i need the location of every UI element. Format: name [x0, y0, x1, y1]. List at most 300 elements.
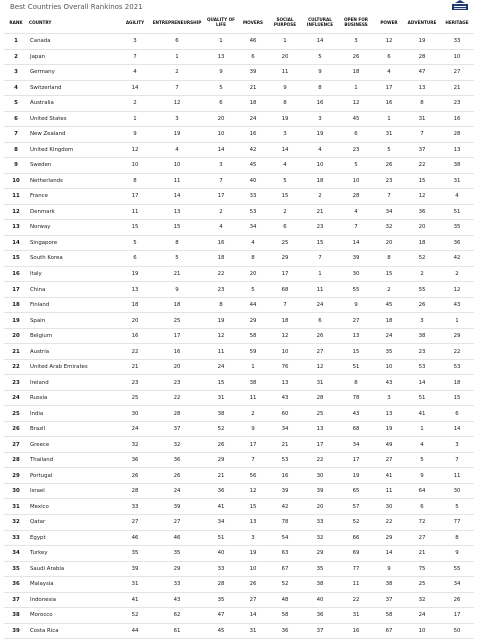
- score-cell: 8: [374, 251, 404, 267]
- score-cell: 16: [374, 96, 404, 112]
- score-cell: 17: [374, 80, 404, 96]
- score-cell: 41: [204, 499, 238, 515]
- score-cell: 6: [268, 220, 302, 236]
- score-cell: 39: [150, 499, 204, 515]
- table-row: [4, 173, 474, 189]
- score-cell: 13: [238, 514, 268, 530]
- score-cell: 37: [404, 142, 440, 158]
- rank-cell: 3: [4, 65, 28, 81]
- score-cell: 2: [374, 282, 404, 298]
- score-cell: 18: [238, 96, 268, 112]
- score-cell: 43: [338, 406, 374, 422]
- score-cell: 1: [150, 49, 204, 65]
- table-row: [4, 204, 474, 220]
- country-cell: Indonesia: [28, 592, 120, 608]
- column-header: RANK: [9, 19, 23, 25]
- score-cell: 30: [120, 406, 150, 422]
- score-cell: 32: [302, 530, 338, 546]
- score-cell: 31: [338, 608, 374, 624]
- score-cell: 55: [404, 282, 440, 298]
- score-cell: 10: [238, 561, 268, 577]
- column-header: SOCIAL PURPOSE: [273, 17, 297, 27]
- score-cell: 6: [374, 49, 404, 65]
- score-cell: 26: [440, 592, 474, 608]
- score-cell: 6: [404, 499, 440, 515]
- country-cell: Switzerland: [28, 80, 120, 96]
- column-header: CULTURAL INFLUENCE: [306, 17, 334, 27]
- score-cell: 14: [268, 142, 302, 158]
- score-cell: 35: [150, 546, 204, 562]
- score-cell: 7: [150, 80, 204, 96]
- score-cell: 5: [204, 80, 238, 96]
- score-cell: 1: [374, 111, 404, 127]
- score-cell: 28: [404, 49, 440, 65]
- table-row: [4, 623, 474, 639]
- table-row: [4, 375, 474, 391]
- rank-cell: 11: [4, 189, 28, 205]
- table-row: [4, 483, 474, 499]
- score-cell: 35: [440, 220, 474, 236]
- score-cell: 30: [374, 499, 404, 515]
- score-cell: 25: [150, 313, 204, 329]
- score-cell: 2: [150, 65, 204, 81]
- score-cell: 12: [374, 34, 404, 50]
- score-cell: 4: [204, 220, 238, 236]
- table-row: [4, 561, 474, 577]
- score-cell: 20: [404, 220, 440, 236]
- score-cell: 22: [302, 452, 338, 468]
- country-cell: Malaysia: [28, 577, 120, 593]
- score-cell: 18: [374, 313, 404, 329]
- score-cell: 5: [120, 235, 150, 251]
- score-cell: 31: [374, 127, 404, 143]
- table-row: [4, 344, 474, 360]
- score-cell: 10: [404, 623, 440, 639]
- score-cell: 58: [374, 608, 404, 624]
- rank-cell: 36: [4, 577, 28, 593]
- score-cell: 29: [440, 328, 474, 344]
- table-row: [4, 452, 474, 468]
- score-cell: 20: [150, 359, 204, 375]
- score-cell: 36: [204, 483, 238, 499]
- score-cell: 65: [338, 483, 374, 499]
- score-cell: 13: [338, 328, 374, 344]
- score-cell: 38: [374, 577, 404, 593]
- country-cell: Israel: [28, 483, 120, 499]
- score-cell: 8: [238, 251, 268, 267]
- score-cell: 21: [404, 546, 440, 562]
- score-cell: 27: [150, 514, 204, 530]
- score-cell: 33: [150, 577, 204, 593]
- score-cell: 52: [338, 514, 374, 530]
- score-cell: 51: [404, 390, 440, 406]
- score-cell: 5: [338, 158, 374, 174]
- country-cell: Singapore: [28, 235, 120, 251]
- table-row: [4, 96, 474, 112]
- country-cell: India: [28, 406, 120, 422]
- score-cell: 6: [238, 49, 268, 65]
- score-cell: 1: [120, 111, 150, 127]
- table-row: [4, 111, 474, 127]
- table-row: [4, 158, 474, 174]
- country-cell: Japan: [28, 49, 120, 65]
- table-row: [4, 313, 474, 329]
- rankings-table: [4, 11, 474, 639]
- table-row: [4, 328, 474, 344]
- table-row: [4, 421, 474, 437]
- rank-cell: 32: [4, 514, 28, 530]
- score-cell: 31: [440, 173, 474, 189]
- score-cell: 38: [440, 158, 474, 174]
- score-cell: 3: [150, 111, 204, 127]
- country-cell: Denmark: [28, 204, 120, 220]
- score-cell: 34: [268, 421, 302, 437]
- score-cell: 31: [302, 375, 338, 391]
- country-cell: Mexico: [28, 499, 120, 515]
- score-cell: 72: [404, 514, 440, 530]
- score-cell: 18: [338, 65, 374, 81]
- rank-cell: 23: [4, 375, 28, 391]
- score-cell: 12: [204, 328, 238, 344]
- score-cell: 17: [338, 452, 374, 468]
- score-cell: 4: [338, 204, 374, 220]
- score-cell: 17: [204, 189, 238, 205]
- country-cell: Portugal: [28, 468, 120, 484]
- score-cell: 77: [338, 561, 374, 577]
- score-cell: 29: [238, 313, 268, 329]
- score-cell: 39: [238, 65, 268, 81]
- score-cell: 52: [404, 251, 440, 267]
- rank-cell: 18: [4, 297, 28, 313]
- score-cell: 37: [302, 623, 338, 639]
- score-cell: 14: [440, 421, 474, 437]
- score-cell: 9: [120, 127, 150, 143]
- score-cell: 7: [302, 251, 338, 267]
- score-cell: 15: [302, 235, 338, 251]
- score-cell: 1: [268, 34, 302, 50]
- score-cell: 4: [440, 189, 474, 205]
- score-cell: 36: [404, 204, 440, 220]
- score-cell: 32: [150, 437, 204, 453]
- rank-cell: 2: [4, 49, 28, 65]
- score-cell: 31: [120, 577, 150, 593]
- score-cell: 28: [302, 390, 338, 406]
- score-cell: 20: [302, 499, 338, 515]
- score-cell: 67: [268, 561, 302, 577]
- score-cell: 51: [204, 530, 238, 546]
- score-cell: 9: [404, 468, 440, 484]
- score-cell: 27: [404, 530, 440, 546]
- score-cell: 1: [404, 421, 440, 437]
- country-cell: China: [28, 282, 120, 298]
- score-cell: 29: [268, 251, 302, 267]
- score-cell: 1: [204, 34, 238, 50]
- score-cell: 13: [268, 375, 302, 391]
- score-cell: 46: [120, 530, 150, 546]
- rank-cell: 24: [4, 390, 28, 406]
- score-cell: 26: [120, 468, 150, 484]
- score-cell: 13: [302, 421, 338, 437]
- score-cell: 68: [268, 282, 302, 298]
- score-cell: 43: [150, 592, 204, 608]
- country-cell: South Korea: [28, 251, 120, 267]
- country-cell: Thailand: [28, 452, 120, 468]
- score-cell: 66: [338, 530, 374, 546]
- score-cell: 5: [302, 49, 338, 65]
- score-cell: 53: [404, 359, 440, 375]
- score-cell: 6: [204, 96, 238, 112]
- score-cell: 39: [338, 251, 374, 267]
- country-cell: Germany: [28, 65, 120, 81]
- score-cell: 51: [338, 359, 374, 375]
- score-cell: 52: [204, 421, 238, 437]
- score-cell: 20: [238, 266, 268, 282]
- column-header: COUNTRY: [29, 19, 52, 25]
- score-cell: 29: [374, 530, 404, 546]
- country-cell: Ireland: [28, 375, 120, 391]
- score-cell: 13: [204, 49, 238, 65]
- score-cell: 11: [268, 65, 302, 81]
- table-row: [4, 34, 474, 50]
- rank-cell: 6: [4, 111, 28, 127]
- score-cell: 40: [238, 173, 268, 189]
- country-cell: France: [28, 189, 120, 205]
- score-cell: 35: [302, 561, 338, 577]
- score-cell: 35: [120, 546, 150, 562]
- score-cell: 13: [150, 204, 204, 220]
- score-cell: 23: [338, 142, 374, 158]
- score-cell: 26: [302, 328, 338, 344]
- score-cell: 27: [338, 313, 374, 329]
- table-row: [4, 65, 474, 81]
- score-cell: 9: [440, 546, 474, 562]
- score-cell: 24: [404, 608, 440, 624]
- score-cell: 33: [120, 499, 150, 515]
- score-cell: 13: [120, 282, 150, 298]
- score-cell: 16: [302, 96, 338, 112]
- score-cell: 33: [238, 189, 268, 205]
- score-cell: 26: [238, 577, 268, 593]
- score-cell: 11: [302, 282, 338, 298]
- country-cell: Saudi Arabia: [28, 561, 120, 577]
- score-cell: 10: [374, 359, 404, 375]
- score-cell: 64: [404, 483, 440, 499]
- rank-cell: 14: [4, 235, 28, 251]
- rank-cell: 1: [4, 34, 28, 50]
- score-cell: 36: [268, 623, 302, 639]
- rank-cell: 27: [4, 437, 28, 453]
- us-news-badge-icon: [450, 0, 470, 11]
- score-cell: 17: [120, 189, 150, 205]
- country-cell: Spain: [28, 313, 120, 329]
- table-row: [4, 297, 474, 313]
- score-cell: 7: [238, 452, 268, 468]
- score-cell: 17: [238, 437, 268, 453]
- table-row: [4, 546, 474, 562]
- score-cell: 8: [302, 80, 338, 96]
- score-cell: 5: [238, 282, 268, 298]
- score-cell: 5: [440, 499, 474, 515]
- score-cell: 15: [120, 220, 150, 236]
- score-cell: 40: [302, 592, 338, 608]
- country-cell: Turkey: [28, 546, 120, 562]
- score-cell: 78: [338, 390, 374, 406]
- score-cell: 10: [120, 158, 150, 174]
- score-cell: 12: [268, 328, 302, 344]
- score-cell: 25: [404, 577, 440, 593]
- score-cell: 53: [238, 204, 268, 220]
- score-cell: 45: [374, 297, 404, 313]
- table-row: [4, 406, 474, 422]
- score-cell: 1: [238, 359, 268, 375]
- score-cell: 23: [404, 344, 440, 360]
- score-cell: 23: [204, 282, 238, 298]
- score-cell: 17: [268, 266, 302, 282]
- score-cell: 35: [374, 344, 404, 360]
- score-cell: 22: [374, 514, 404, 530]
- score-cell: 18: [404, 235, 440, 251]
- rank-cell: 12: [4, 204, 28, 220]
- score-cell: 38: [404, 328, 440, 344]
- score-cell: 20: [120, 313, 150, 329]
- country-cell: Costa Rica: [28, 623, 120, 639]
- score-cell: 26: [204, 437, 238, 453]
- score-cell: 26: [150, 468, 204, 484]
- score-cell: 19: [338, 468, 374, 484]
- score-cell: 20: [268, 49, 302, 65]
- score-cell: 32: [374, 220, 404, 236]
- score-cell: 50: [440, 623, 474, 639]
- score-cell: 52: [268, 577, 302, 593]
- score-cell: 7: [440, 452, 474, 468]
- score-cell: 26: [338, 49, 374, 65]
- score-cell: 53: [268, 452, 302, 468]
- score-cell: 25: [268, 235, 302, 251]
- score-cell: 19: [120, 266, 150, 282]
- score-cell: 6: [150, 34, 204, 50]
- score-cell: 9: [302, 65, 338, 81]
- score-cell: 27: [374, 452, 404, 468]
- score-cell: 37: [150, 421, 204, 437]
- score-cell: 9: [374, 561, 404, 577]
- rank-cell: 30: [4, 483, 28, 499]
- rank-cell: 31: [4, 499, 28, 515]
- score-cell: 19: [302, 127, 338, 143]
- score-cell: 15: [338, 344, 374, 360]
- score-cell: 55: [338, 282, 374, 298]
- country-cell: Morocco: [28, 608, 120, 624]
- rank-cell: 17: [4, 282, 28, 298]
- score-cell: 16: [440, 111, 474, 127]
- score-cell: 33: [204, 561, 238, 577]
- score-cell: 75: [404, 561, 440, 577]
- country-cell: United States: [28, 111, 120, 127]
- score-cell: 12: [404, 189, 440, 205]
- score-cell: 13: [440, 142, 474, 158]
- score-cell: 6: [120, 251, 150, 267]
- score-cell: 10: [150, 158, 204, 174]
- score-cell: 8: [268, 96, 302, 112]
- score-cell: 77: [440, 514, 474, 530]
- score-cell: 3: [440, 437, 474, 453]
- score-cell: 12: [150, 96, 204, 112]
- column-header: MOVERS: [243, 19, 263, 25]
- country-cell: Qatar: [28, 514, 120, 530]
- country-cell: Austria: [28, 344, 120, 360]
- score-cell: 20: [374, 235, 404, 251]
- score-cell: 39: [302, 483, 338, 499]
- rank-cell: 39: [4, 623, 28, 639]
- table-row: [4, 189, 474, 205]
- score-cell: 63: [268, 546, 302, 562]
- score-cell: 4: [238, 235, 268, 251]
- score-cell: 15: [440, 390, 474, 406]
- score-cell: 2: [120, 96, 150, 112]
- table-row: [4, 127, 474, 143]
- rank-cell: 21: [4, 344, 28, 360]
- score-cell: 28: [150, 406, 204, 422]
- country-cell: Italy: [28, 266, 120, 282]
- score-cell: 21: [440, 80, 474, 96]
- score-cell: 19: [268, 111, 302, 127]
- score-cell: 34: [374, 204, 404, 220]
- score-cell: 7: [204, 173, 238, 189]
- rank-cell: 38: [4, 608, 28, 624]
- score-cell: 10: [204, 127, 238, 143]
- score-cell: 46: [150, 530, 204, 546]
- score-cell: 15: [150, 220, 204, 236]
- score-cell: 2: [440, 266, 474, 282]
- score-cell: 2: [404, 266, 440, 282]
- score-cell: 7: [338, 220, 374, 236]
- table-row: [4, 142, 474, 158]
- score-cell: 4: [268, 158, 302, 174]
- rank-cell: 37: [4, 592, 28, 608]
- score-cell: 3: [338, 34, 374, 50]
- score-cell: 48: [268, 592, 302, 608]
- score-cell: 29: [204, 452, 238, 468]
- score-cell: 53: [440, 359, 474, 375]
- score-cell: 61: [150, 623, 204, 639]
- score-cell: 54: [268, 530, 302, 546]
- score-cell: 11: [338, 577, 374, 593]
- score-cell: 10: [268, 344, 302, 360]
- score-cell: 36: [440, 235, 474, 251]
- score-cell: 8: [440, 530, 474, 546]
- score-cell: 13: [404, 80, 440, 96]
- score-cell: 17: [440, 608, 474, 624]
- score-cell: 31: [238, 623, 268, 639]
- rank-cell: 25: [4, 406, 28, 422]
- score-cell: 21: [150, 266, 204, 282]
- rank-cell: 16: [4, 266, 28, 282]
- score-cell: 45: [204, 623, 238, 639]
- score-cell: 12: [238, 483, 268, 499]
- score-cell: 9: [204, 65, 238, 81]
- score-cell: 35: [204, 592, 238, 608]
- table-row: [4, 390, 474, 406]
- rank-cell: 5: [4, 96, 28, 112]
- score-cell: 23: [120, 375, 150, 391]
- score-cell: 7: [268, 297, 302, 313]
- score-cell: 18: [268, 313, 302, 329]
- score-cell: 3: [374, 390, 404, 406]
- score-cell: 44: [120, 623, 150, 639]
- score-cell: 1: [302, 266, 338, 282]
- score-cell: 43: [374, 375, 404, 391]
- score-cell: 33: [440, 34, 474, 50]
- column-header: OPEN FOR BUSINESS: [343, 17, 369, 27]
